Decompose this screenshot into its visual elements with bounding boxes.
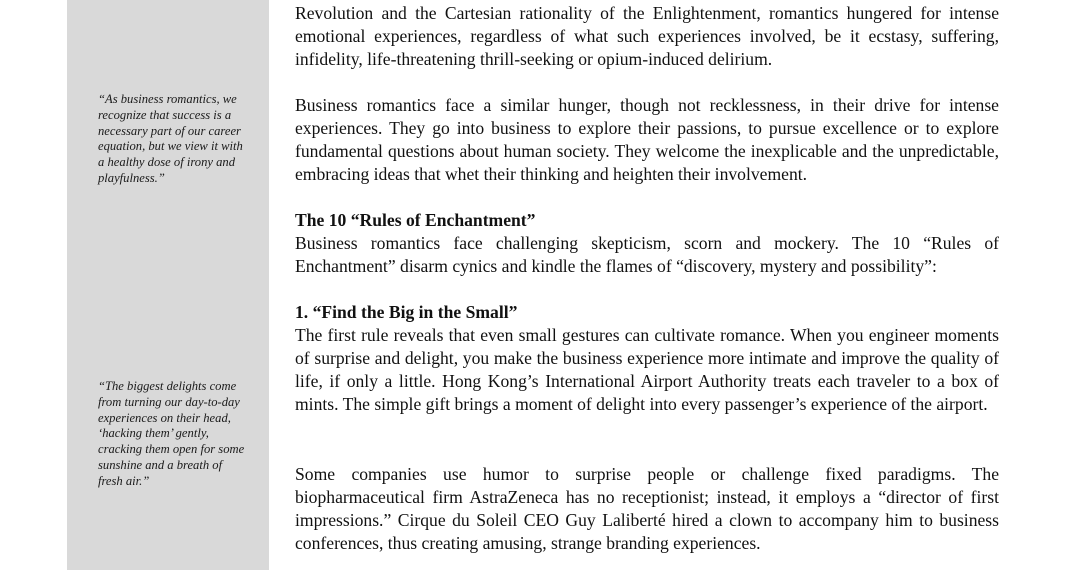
rule-heading: 1. “Find the Big in the Small”: [295, 302, 518, 322]
section-heading: The 10 “Rules of Enchantment”: [295, 210, 536, 230]
pull-quote: “The biggest delights come from turning our day-to-day experiences on their head, ‘hacking them’ gently, cracking them open for some sunshine and a breath of fresh air.”: [98, 379, 245, 488]
body-paragraph: Revolution and the Cartesian rationality of the Enlightenment, romantics hungered for intense emotional experiences, regardless of what such experiences involved, be it ecstasy, suffering, infidelity, life-threatening thrill-seeking or opium-induced delirium.: [295, 3, 999, 69]
body-paragraph: Business romantics face a similar hunger, though not recklessness, in their drive for intense experiences. They go into business to explore their passions, to pursue excellence or to explore fundamental questions about human society. They welcome the inexplicable and the unpredictable, embracing ideas that whet their thinking and heighten their involvement.: [295, 95, 999, 184]
pull-quote: “As business romantics, we recognize that success is a necessary part of our career equation, but we view it with a healthy dose of irony and playfulness.”: [98, 92, 243, 185]
body-paragraph: The first rule reveals that even small gestures can cultivate romance. When you engineer moments of surprise and delight, you make the business experience more intimate and improve the quality of life, if only a little. Hong Kong’s International Airport Authority treats each traveler to a box of mints. The simple gift brings a moment of delight into every passenger’s experience of the airport.: [295, 325, 999, 414]
body-paragraph: Business romantics face challenging skepticism, scorn and mockery. The 10 “Rules of Enchantment” disarm cynics and kindle the flames of “discovery, mystery and possibility”:: [295, 233, 999, 276]
body-paragraph: Some companies use humor to surprise people or challenge fixed paradigms. The biopharmaceutical firm AstraZeneca has no receptionist; instead, it employs a “director of first impressions.” Cirque du Soleil CEO Guy Laliberté hired a clown to accompany him to business conferences, thus creating amusing, strange branding experiences.: [295, 464, 999, 553]
